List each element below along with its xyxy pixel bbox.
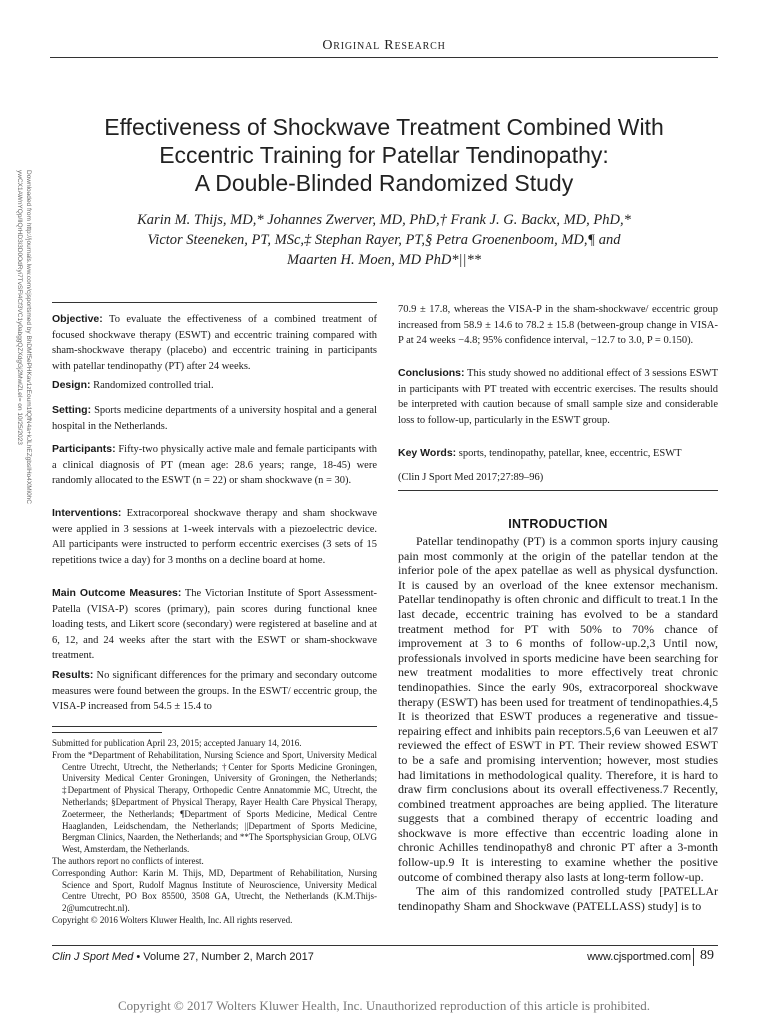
abstract-citation: (Clin J Sport Med 2017;27:89–96) — [398, 472, 544, 483]
footnote: The authors report no conflicts of interest. — [52, 855, 204, 866]
author-line: Karin M. Thijs, MD,* Johannes Zwerver, MD, PhD,† Frank J. G. Backx, MD, PhD,* — [137, 212, 631, 228]
abstract-text: sports, tendinopathy, patellar, knee, eccentric, ESWT — [456, 448, 682, 459]
footnote: Submitted for publication April 23, 2015; accepted January 14, 2016. — [52, 738, 302, 748]
introduction-paragraph: Patellar tendinopathy (PT) is a common sports injury causing pain most commonly at the origin of the patellar tendon at the inferior pole of the apex patellae as well as physical dysfunction. It is caused by an overload of the knee extensor mechanism. Patellar tendinopathy is often chronic and difficult to treat.1 In the last decade, eccentric training has evolved to be a standard treatment method for PT with 50% to 70% chance of improvement at 3 to 6 months of follow-up.2,3 Until now, professionals involved in sports medicine have been searching for new treatment modalities to more effectively treat chronic tendinopathies. Since the early 90s, extracorporeal shockwave therapy (ESWT) has been used for treatment of tendinopathies.4,5 It is theorized that ESWT produces a regenerative and tissue-repairing effect and inhibits pain receptors.5,6 van Leeuwen et al7 reviewed the effect of ESWT in PT. Their review showed ESWT to be a safe and promising intervention; however, most studies had limitations in methodological quality. Therefore, it is hard to draw firm conclusions about its overall effectiveness.7 Recently, combined treatment approaches are being applied. The literature suggests that a combined therapy of eccentric loading and shockwave is more effective than eccentric loading alone in chronic Achilles tendinopathy8 and chronic PT after a 3-month follow-up.9 It is interesting to examine whether the positive outcome of combined therapy also lasts at long-term follow-up. — [398, 534, 718, 884]
abstract-label: Design: — [52, 379, 91, 391]
page-number-divider — [693, 948, 694, 966]
page-number: 89 — [700, 948, 714, 963]
abstract-label: Results: — [52, 669, 94, 681]
abstract-design — [52, 378, 377, 394]
abstract-conclusions — [398, 366, 718, 428]
abstract-label: Interventions: — [52, 507, 122, 519]
article-title — [40, 113, 728, 197]
abstract-bottom-rule — [398, 490, 718, 491]
journal-website-link[interactable]: www.cjsportmed.com — [587, 951, 691, 963]
download-watermark — [12, 170, 52, 590]
footer-rule — [52, 945, 718, 946]
abstract-label: Conclusions: — [398, 367, 465, 379]
abstract-text: Sports medicine departments of a university hospital and a general hospital in the Netherlands. — [52, 405, 377, 432]
abstract-objective — [52, 312, 377, 374]
journal-issue: • Volume 27, Number 2, March 2017 — [133, 951, 314, 963]
abstract-label: Key Words: — [398, 447, 457, 459]
abstract-text: To evaluate the effectiveness of a combined treatment of focused shockwave therapy (ESWT) and eccentric training compared with sham-shockwave therapy (placebo) and eccentric training in participants with patellar tendinopathy (PT) after 24 weeks. — [52, 314, 377, 372]
abstract-text: The Victorian Institute of Sport Assessment-Patella (VISA-P) scores (primary), pain scores during functional knee loading tests, and Likert score (secondary) were registered at baseline and at 6, 12, and 24 weeks after the start with the ESWT or sham-shockwave treatment. — [52, 588, 377, 661]
abstract-setting — [52, 403, 377, 434]
footnote: Corresponding Author: Karin M. Thijs, MD, Department of Rehabilitation, Nursing Science and Sport, Rudolf Magnus Institute of Neuroscience, University Medical Centre Utrecht, PO Box 85500, 3508 GA, Utrecht, the Netherlands (K.M.Thijs-2@umcutrecht.nl). — [52, 867, 377, 914]
author-list — [60, 210, 708, 270]
abstract-text: This study showed no additional effect of 3 sessions ESWT in participants with PT treated with eccentric exercises. The results should be interpreted with caution because of small sample size and considerable loss to follow-up, particularly in the ESWT group. — [398, 368, 718, 426]
header-rule — [50, 57, 718, 58]
watermark-line: Downloaded from http://journals.lww.com/cjsportsmed by BhDMf5ePHKav1zEoum1tQfN4a+kJLhEZgbsIHo4XMi0hC — [25, 170, 32, 504]
title-line: A Double-Blinded Randomized Study — [194, 170, 574, 196]
journal-name: Clin J Sport Med — [52, 951, 134, 963]
abstract-label: Participants: — [52, 443, 116, 455]
footnotes — [52, 738, 377, 927]
footnote: From the *Department of Rehabilitation, Nursing Science and Sport, University Medical Centre Utrecht, Utrecht, the Netherlands; †Center for Sports Medicine Groningen, University Medical Center Groningen, University of Groningen, the Netherlands; ‡Department of Physical Therapy, Orthopedic Centre Annatommie MC, Utrecht, the Netherlands; §Department of Physical Therapy, Rayer Health Care Physical Therapy, Zoetermeer, the Netherlands; ¶Department of Sports Medicine, Medical Centre Haaglanden, Leidschendam, the Netherlands; ||Department of Sports Medicine, Bergman Clinics, Naarden, the Netherlands; and **The Sportsphysician Group, OLVG West, Amsterdam, the Netherlands. — [52, 749, 377, 855]
abstract-outcomes — [52, 586, 377, 664]
author-line: Maarten H. Moen, MD PhD*||** — [286, 252, 482, 268]
copyright-banner: Copyright © 2017 Wolters Kluwer Health, Inc. Unauthorized reproduction of this article is prohibited. — [117, 998, 651, 1013]
author-line: Victor Steeneken, PT, MSc,‡ Stephan Rayer, PT,§ Petra Groenenboom, MD,¶ and — [147, 232, 621, 248]
title-line: Effectiveness of Shockwave Treatment Combined With — [104, 114, 664, 140]
abstract-results-continued: 70.9 ± 17.8, whereas the VISA-P in the sham-shockwave/ eccentric group increased from 58.9 ± 14.6 to 78.2 ± 15.8 (between-group change in VISA-P at 24 weeks −4.8; 95% confidence interval, −12.7 to 3.0, P = 0.150). — [398, 304, 718, 346]
abstract-label: Objective: — [52, 313, 103, 325]
abstract-text: Randomized controlled trial. — [90, 380, 214, 391]
abstract-interventions — [52, 506, 377, 568]
abstract-text: No significant differences for the primary and secondary outcome measures were found between the groups. In the ESWT/ eccentric group, the VISA-P increased from 54.5 ± 15.4 to — [52, 670, 377, 712]
abstract-label: Main Outcome Measures: — [52, 587, 182, 599]
abstract-text: Extracorporeal shockwave therapy and sham shockwave were applied in 3 sessions at 1-week intervals with a piezoelectric device. All participants were instructed to perform eccentric exercises (3 sets of 15 repetitions twice a day) for 3 months on a decline board at home. — [52, 508, 377, 566]
abstract-label: Setting: — [52, 404, 92, 416]
footnote-rule — [52, 732, 162, 733]
abstract-text: Fifty-two physically active male and female participants with a clinical diagnosis of PT (mean age: 28.6 years; range, 18-45) were randomly allocated to the ESWT (n = 22) or sham shockwave (n = 30). — [52, 444, 377, 486]
abstract-keywords — [398, 446, 718, 462]
introduction-heading: INTRODUCTION — [508, 517, 608, 531]
abstract-results — [52, 668, 377, 715]
footnote: Copyright © 2016 Wolters Kluwer Health, Inc. All rights reserved. — [52, 914, 293, 925]
title-line: Eccentric Training for Patellar Tendinopathy: — [159, 142, 609, 168]
abstract-participants — [52, 442, 377, 489]
watermark-line: ywCX1AWnYQp/IlQrHD3i3D0OdRyi7TvSFl4Cf3VC1y0abggQZXdgGj2MwlZLeI= on 10/25/2023 — [16, 170, 23, 445]
journal-citation — [52, 951, 314, 963]
introduction-paragraph: The aim of this randomized controlled study [PATELLAr tendinopathy Sham and Shockwave (PATELLASS) study] is to — [398, 884, 718, 913]
introduction-body — [398, 534, 718, 913]
section-label: Original Research — [322, 38, 446, 53]
